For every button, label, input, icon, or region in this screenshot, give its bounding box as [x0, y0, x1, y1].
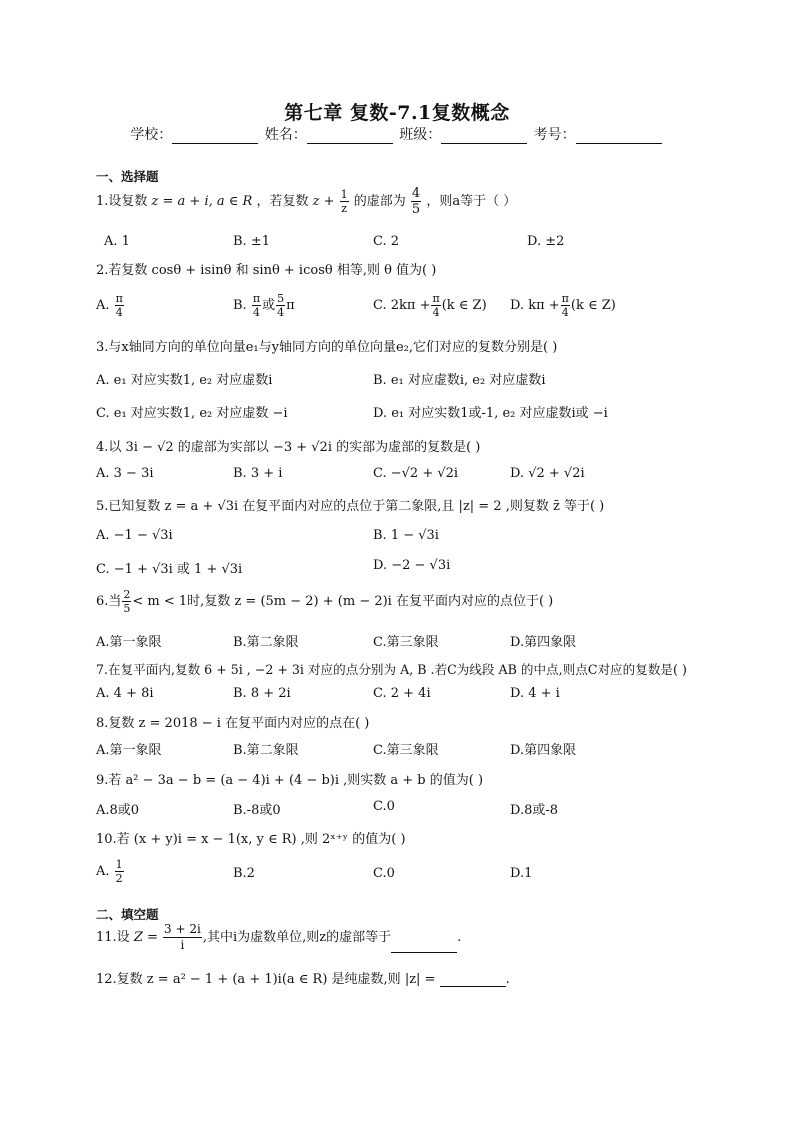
page-title: 第七章 复数-7.1复数概念 — [284, 102, 510, 124]
name-label: 姓名： — [264, 127, 307, 143]
question-3: 3.与x轴同方向的单位向量e₁与y轴同方向的单位向量e₂,它们对应的复数分别是( ) — [96, 340, 558, 355]
option-b[interactable]: B. ±1 — [233, 234, 270, 249]
option-c[interactable]: C. 2kπ + $\frac{\pi}{4}$ (k ∈ Z) — [373, 292, 487, 319]
option-b[interactable]: B.-8或0 — [233, 803, 281, 818]
option-c[interactable]: C.0 — [373, 799, 395, 814]
option-a[interactable]: A. 4 + 8i — [96, 686, 154, 701]
option-a[interactable]: A. 1 — [104, 234, 130, 249]
question-7: 7.在复平面内,复数 6 + 5i , −2 + 3i 对应的点分别为 A, B .若C为线段 AB 的中点,则点C对应的复数是( ) — [96, 662, 687, 677]
question-4: 4.以 3i − √2 的虚部为实部以 −3 + √2i 的实部为虚部的复数是( ) — [96, 440, 481, 455]
option-b[interactable]: B. 3 + i — [233, 466, 283, 481]
question-2: 2.若复数 cosθ + isinθ 和 sinθ + icosθ 相等,则 θ 值为( ) — [96, 263, 437, 278]
question-6: 6.当 $\frac{2}{5}$ < m < 1时,复数 z = (5m − 2) + (m − 2)i 在复平面内对应的点位于( ) — [96, 588, 554, 615]
school-blank[interactable] — [172, 129, 258, 144]
option-c[interactable]: C. 2 + 4i — [373, 686, 431, 701]
option-c[interactable]: C. −1 + √3i 或 1 + √3i — [96, 562, 243, 577]
option-c[interactable]: C.0 — [373, 866, 395, 881]
answer-blank-12[interactable] — [440, 974, 506, 987]
option-d[interactable]: D.第四象限 — [510, 743, 577, 758]
section-choice-heading: 一、选择题 — [96, 169, 159, 184]
answer-blank-11[interactable] — [391, 940, 457, 953]
option-a[interactable]: A. $\frac{\pi}{4}$ — [96, 292, 123, 319]
option-b[interactable]: B.2 — [233, 866, 255, 881]
question-5-options-ab — [96, 528, 716, 548]
option-a[interactable]: A.8或0 — [96, 803, 140, 818]
option-b[interactable]: B. 8 + 2i — [233, 686, 291, 701]
question-6-options — [96, 631, 716, 651]
option-a[interactable]: A. −1 − √3i — [96, 528, 173, 543]
option-d[interactable]: D. √2 + √2i — [510, 466, 585, 481]
fraction: $\frac{1}{z}$ — [340, 188, 348, 215]
question-3-options-cd — [96, 402, 716, 422]
question-4-options — [96, 466, 716, 486]
option-d[interactable]: D. ±2 — [527, 234, 565, 249]
school-label: 学校： — [130, 127, 173, 143]
option-b[interactable]: B. 1 − √3i — [373, 528, 439, 543]
fraction: $\frac{3 + 2i}{i}$ — [164, 922, 201, 952]
question-10-options — [96, 858, 716, 890]
question-10: 10.若 (x + y)i = x − 1(x, y ∈ R) ,则 2ˣ⁺ʸ 的值为( ) — [96, 832, 406, 847]
class-label: 班级： — [399, 127, 442, 143]
question-1: 1.设复数 z = a + i, a ∈ R ，若复数 z + $\frac{1}{z}$ 的虚部为 $\frac{4}{5}$ ，则a等于（ ） — [96, 186, 517, 217]
number-label: 考号： — [533, 127, 576, 143]
option-c[interactable]: C. 2 — [373, 234, 400, 249]
option-d[interactable]: D. −2 − √3i — [373, 558, 451, 573]
question-8-options — [96, 739, 716, 759]
option-c[interactable]: C.第三象限 — [373, 635, 439, 650]
section-fill-heading: 二、填空题 — [96, 907, 159, 922]
option-b[interactable]: B.第二象限 — [233, 635, 299, 650]
fraction: $\frac{2}{5}$ — [123, 588, 131, 615]
option-a[interactable]: A.第一象限 — [96, 635, 162, 650]
name-blank[interactable] — [307, 129, 393, 144]
option-d[interactable]: D.1 — [510, 866, 533, 881]
question-1-options — [96, 234, 716, 254]
option-c[interactable]: C.第三象限 — [373, 743, 439, 758]
option-d[interactable]: D. 4 + i — [510, 686, 560, 701]
question-9-options — [96, 799, 716, 819]
option-d[interactable]: D.8或-8 — [510, 803, 559, 818]
question-3-options-ab — [96, 369, 716, 389]
question-7-options — [96, 686, 716, 706]
option-a[interactable]: A. e₁ 对应实数1, e₂ 对应虚数i — [96, 373, 273, 388]
question-8: 8.复数 z = 2018 − i 在复平面内对应的点在( ) — [96, 716, 370, 731]
question-5: 5.已知复数 z = a + √3i 在复平面内对应的点位于第二象限,且 |z| = 2 ,则复数 z̄ 等于( ) — [96, 499, 605, 514]
question-9: 9.若 a² − 3a − b = (a − 4)i + (4 − b)i ,则实数 a + b 的值为( ) — [96, 773, 484, 788]
option-a[interactable]: A.第一象限 — [96, 743, 162, 758]
question-12: 12.复数 z = a² − 1 + (a + 1)i(a ∈ R) 是纯虚数,则 |z| = . — [96, 972, 510, 987]
option-d[interactable]: D.第四象限 — [510, 635, 577, 650]
option-c[interactable]: C. −√2 + √2i — [373, 466, 459, 481]
class-blank[interactable] — [441, 129, 527, 144]
student-info-line — [0, 124, 794, 144]
option-a[interactable]: A. 3 − 3i — [96, 466, 154, 481]
option-b[interactable]: B.第二象限 — [233, 743, 299, 758]
option-d[interactable]: D. kπ + $\frac{\pi}{4}$ (k ∈ Z) — [510, 292, 616, 319]
fraction: $\frac{4}{5}$ — [411, 186, 421, 217]
option-a[interactable]: A. $\frac{1}{2}$ — [96, 858, 123, 885]
question-2-options — [96, 292, 716, 320]
question-5-options-cd — [96, 558, 716, 578]
option-d[interactable]: D. e₁ 对应实数1或-1, e₂ 对应虚数i或 −i — [373, 406, 608, 421]
number-blank[interactable] — [576, 129, 662, 144]
option-c[interactable]: C. e₁ 对应实数1, e₂ 对应虚数 −i — [96, 406, 288, 421]
question-11: 11.设 Z = $\frac{3 + 2i}{i}$ ,其中i为虚数单位,则z的虚部等于 . — [96, 922, 462, 952]
option-b[interactable]: B. $\frac{\pi}{4}$ 或 $\frac{5}{4}$ π — [233, 292, 295, 319]
option-b[interactable]: B. e₁ 对应虚数i, e₂ 对应虚数i — [373, 373, 546, 388]
